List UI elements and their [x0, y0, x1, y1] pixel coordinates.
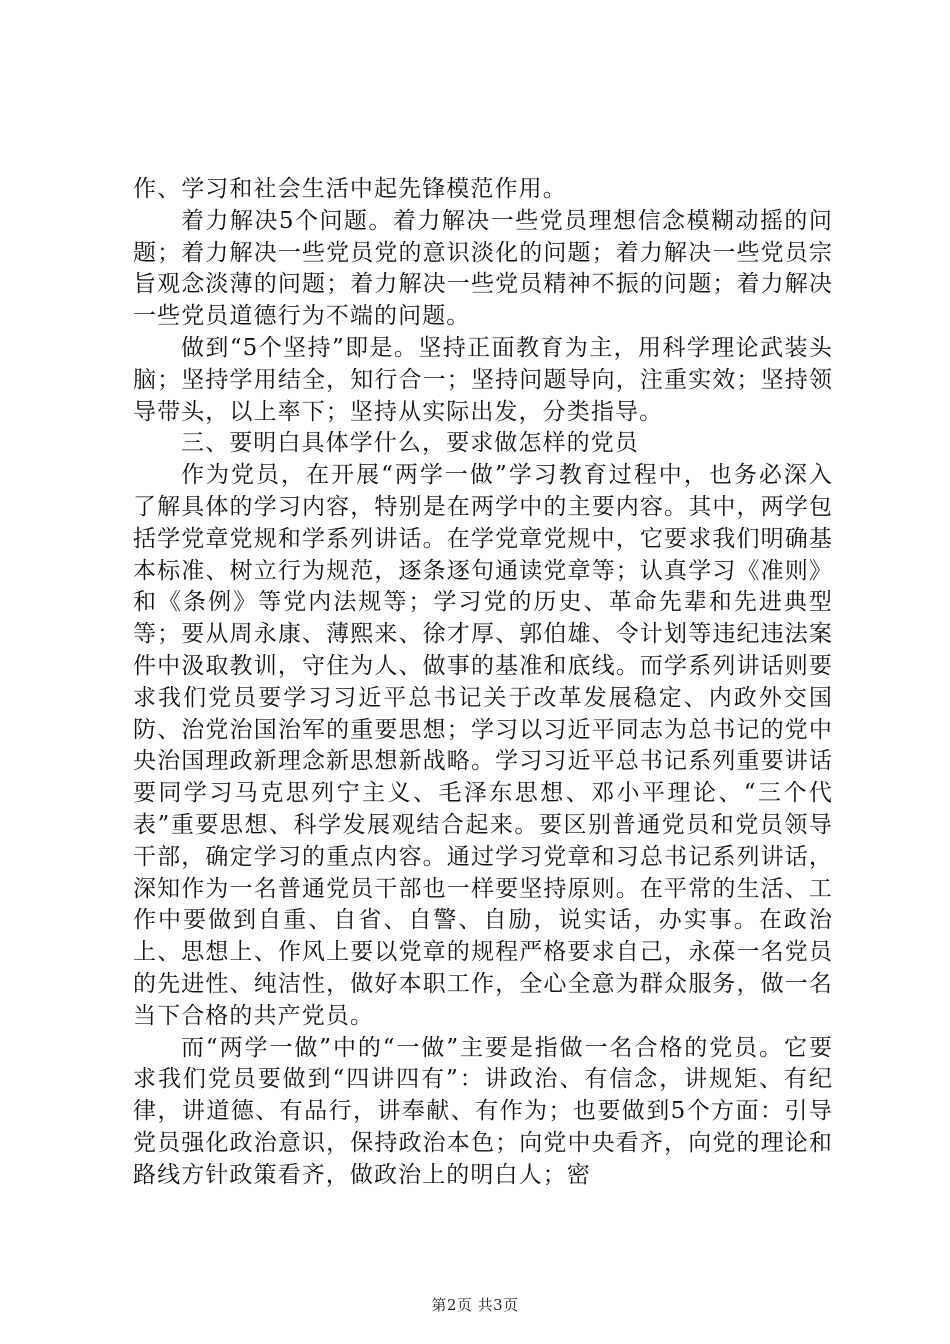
paragraph-five-problems: 着力解决5个问题。着力解决一些党员理想信念模糊动摇的问题；着力解决一些党员党的意识淡化的问题；着力解决一些党员宗旨观念淡薄的问题；着力解决一些党员精神不振的问题；着力解决一些党员道德行为不端的问题。 — [133, 207, 833, 330]
document-body — [133, 174, 833, 1192]
paragraph-one-do: 而“两学一做”中的“一做”主要是指做一名合格的党员。它要求我们党员要做到“四讲四有”：讲政治、有信念，讲规矩、有纪律，讲道德、有品行，讲奉献、有作为；也要做到5个方面：引导党员强化政治意识，保持政治本色；向党中央看齐，向党的理论和路线方针政策看齐，做政治上的明白人；密 — [133, 1034, 833, 1188]
page-number-label: 第2页 共3页 — [431, 1296, 519, 1314]
page-footer — [0, 1294, 950, 1315]
paragraph-continuation: 作、学习和社会生活中起先锋模范作用。 — [133, 176, 567, 202]
paragraph-study-content: 作为党员，在开展“两学一做”学习教育过程中，也务必深入了解具体的学习内容，特别是在两学中的主要内容。其中，两学包括学党章党规和学系列讲话。在学党章党规中，它要求我们明确基本标准、树立行为规范，逐条逐句通读党章等；认真学习《准则》和《条例》等党内法规等；学习党的历史、革命先辈和先进典型等；要从周永康、薄熙来、徐才厚、郭伯雄、令计划等违纪违法案件中汲取教训，守住为人、做事的基准和底线。而学系列讲话则要求我们党员要学习习近平总书记关于改革发展稳定、内政外交国防、治党治国治军的重要思想；学习以习近平同志为总书记的党中央治国理政新理念新思想新战略。学习习近平总书记系列重要讲话要同学习马克思列宁主义、毛泽东思想、邓小平理论、“三个代表”重要思想、科学发展观结合起来。要区别普通党员和党员领导干部，确定学习的重点内容。通过学习党章和习总书记系列讲话，深知作为一名普通党员干部也一样要坚持原则。在平常的生活、工作中要做到自重、自省、自警、自励，说实话，办实事。在政治上、思想上、作风上要以党章的规程严格要求自己，永葆一名党员的先进性、纯洁性，做好本职工作，全心全意为群众服务，做一名当下合格的共产党员。 — [133, 462, 833, 1029]
section-heading-three: 三、要明白具体学什么，要求做怎样的党员 — [181, 430, 639, 457]
paragraph-five-persistences: 做到“5个坚持”即是。坚持正面教育为主，用科学理论武装头脑；坚持学用结全，知行合一；坚持问题导向，注重实效；坚持领导带头，以上率下；坚持从实际出发，分类指导。 — [133, 334, 833, 425]
